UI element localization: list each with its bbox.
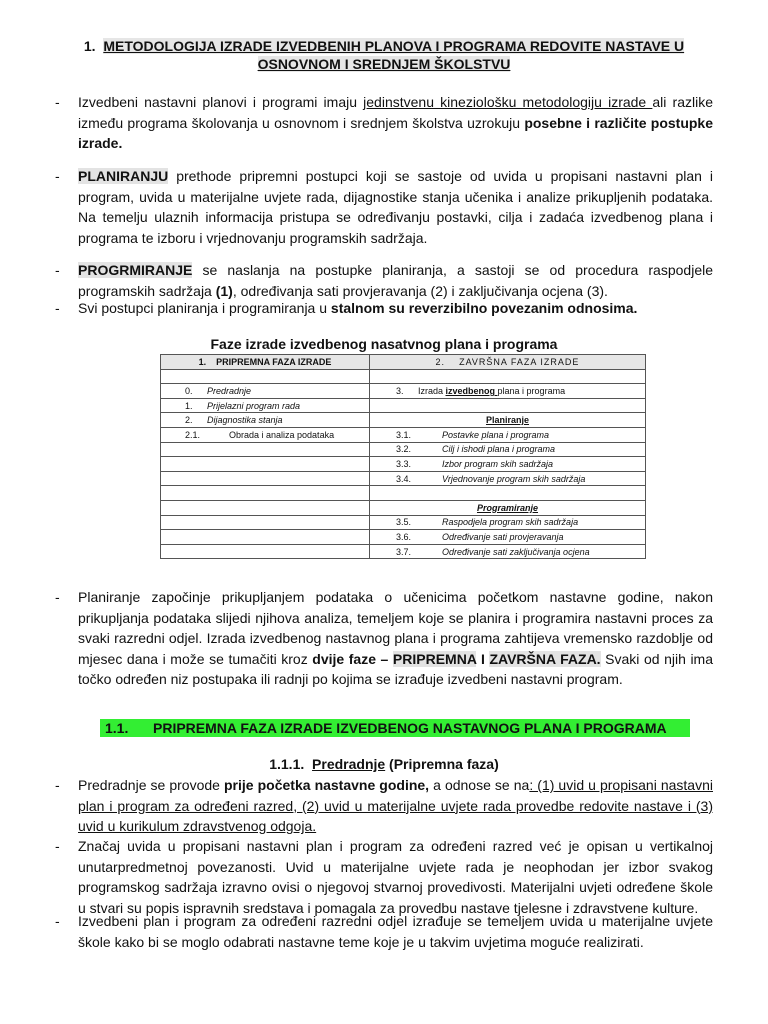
paragraph-2: - PLANIRANJU prethode pripremni postupci koji se sastoje od uvida u propisani nastavni plan i program, uvida u materijalne uvjete rada, dijagnostike stanja učenika i analize prikupljenih podataka. Na temelju ulaznih informacija pristupa se određivanju postavki, cilja i zadaća izvedbenog plana i programa te izboru i vrjednovanju programskih sadržaja. (55, 168, 713, 246)
main-heading (0, 38, 768, 54)
table-row: 3.4. Vrjednovanje program skih sadržaja (161, 471, 646, 486)
section-heading: 1.1. PRIPREMNA FAZA IZRADE IZVEDBENOG NASTAVNOG PLANA I PROGRAMA (100, 719, 690, 737)
table-row: 3.2. Cilj i ishodi plana i programa (161, 442, 646, 457)
paragraph-4: - Svi postupci planiranja i programiranja u stalnom su reverzibilno povezanim odnosima. (55, 300, 638, 316)
paragraph-7: - Značaj uvida u propisani nastavni plan i program za određeni razred već je opisan u vertikalnoj unutarpredmetnoj povezanosti. Uvid u materijalne uvjete rada je neophodan jer izbor svakog programskog sadržaja izravno ovisi o njegovoj stvarnoj provedivosti. Materijalni uvjeti određene škole u stvari su popis ispravnih sredstava i pomagala za provedbu nastave tjelesne i zdravstvene kulture. (55, 838, 713, 916)
table-row: 3.6. Određivanje sati provjeravanja (161, 530, 646, 545)
table-header-row (161, 355, 646, 370)
table-row (161, 486, 646, 501)
table-caption: Faze izrade izvedbenog nasatvnog plana i programa (210, 336, 558, 352)
table-row: 3.3. Izbor program skih sadržaja (161, 457, 646, 472)
table-row: 3.5. Raspodjela program skih sadržaja (161, 515, 646, 530)
table-row: 3.7. Određivanje sati zaključivanja ocjena (161, 544, 646, 559)
subsection-heading: 1.1.1. Predradnje (Pripremna faza) (269, 756, 499, 772)
table-row: 0. Predradnje 3. Izrada izvedbenog plana i programa (161, 384, 646, 399)
table-row (161, 500, 646, 515)
paragraph-5: - Planiranje započinje prikupljanjem podataka o učenicima početkom nastavne godine, nakon prikupljanja podataka slijedi njihova analiza, temeljem koje se planira i programira nastavni proces za svaki razredni odjel. Izrada izvedbenog nastavnog plana i programa zahtijeva vremensko razdoblje od mjesec dana i može se tumačiti kroz dvije faze – PRIPREMNA I ZAVRŠNA FAZA. Svaki od njih ima točko određen niz postupaka ili radnji po kojima se izrađuje izvedbeni nastavni program. (55, 589, 714, 687)
main-heading-line2 (0, 56, 768, 72)
heading-line1: METODOLOGIJA IZRADE IZVEDBENIH PLANOVA I PROGRAMA REDOVITE NASTAVE U (103, 38, 685, 54)
table-row: 1. Prijelazni program rada (161, 398, 646, 413)
header-pripremna: 1. PRIPREMNA FAZA IZRADE (161, 355, 370, 370)
paragraph-8: - Izvedbeni plan i program za određeni razredni odjel izrađuje se temeljem uvida u materijalne uvjete škole kako bi se moglo odabrati nastavne teme koje je u takvim uvjetima moguće realizirati. (55, 913, 713, 950)
programiranje-label: Programiranje (370, 500, 646, 515)
paragraph-3: - PROGRMIRANJE se naslanja na postupke planiranja, a sastoji se od procedura raspodjele programskih sadržaja (1), određivanja sati provjeravanja (2) i zaključivanja ocjena (3). (55, 262, 713, 299)
phase-table (160, 354, 646, 559)
table-row: 2. Dijagnostika stanja Planiranje (161, 413, 646, 428)
heading-line2: OSNOVNOM I SREDNJEM ŠKOLSTVU (257, 56, 511, 72)
table-row (161, 369, 646, 384)
table-row: 2.1. Obrada i analiza podataka 3.1. Postavke plana i programa (161, 427, 646, 442)
heading-number: 1. (83, 38, 96, 54)
planiranje-label: Planiranje (370, 413, 646, 428)
paragraph-6: - Predradnje se provode prije početka nastavne godine, a odnose se na: (1) uvid u propisani nastavni plan i program za određeni razred, (2) uvid u materijalne uvjete rada provedbe redovite nastave i (3) uvid u kurikulum zdravstvenog odgoja. (55, 777, 713, 834)
paragraph-1: - Izvedbeni nastavni planovi i programi imaju jedinstvenu kineziološku metodologiju izrade ali razlike između programa školovanja u osnovnom i srednjem školstva uzrokuju posebne i različite postupke izrade. (55, 94, 714, 151)
header-zavrsna: 2. ZAVRŠNA FAZA IZRADE (370, 355, 646, 370)
